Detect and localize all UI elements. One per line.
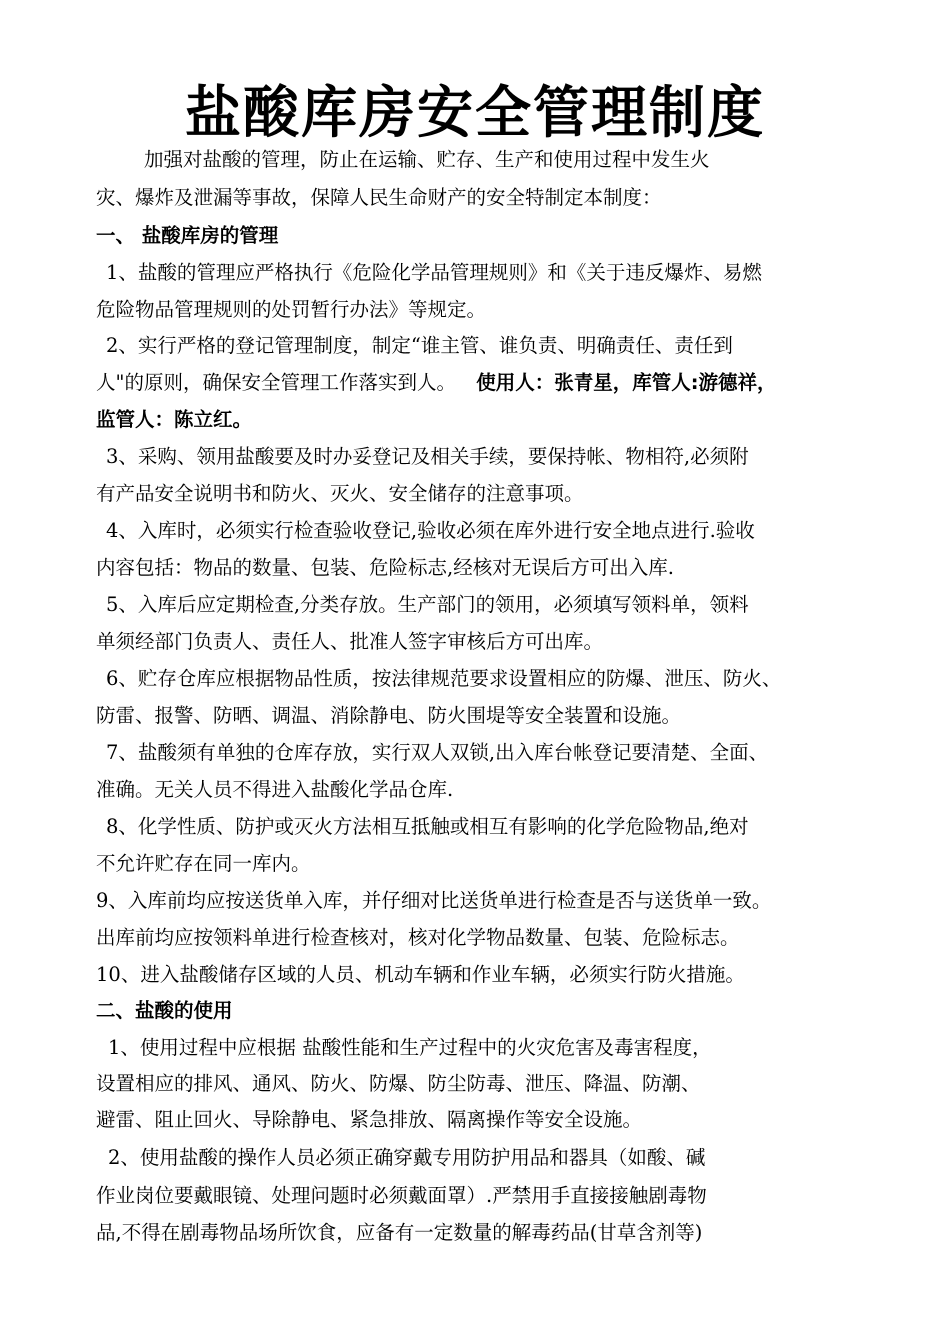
paragraph-line: 出库前均应按领料单进行检查核对，核对化学物品数量、包装、危险标志。 bbox=[96, 926, 740, 949]
paragraph-line: 1、使用过程中应根据 盐酸性能和生产过程中的火灾危害及毒害程度， bbox=[108, 1036, 712, 1059]
supervisor-name: 监管人：陈立红。 bbox=[96, 408, 253, 431]
intro-line: 灾、爆炸及泄漏等事故，保障人民生命财产的安全特制定本制度： bbox=[96, 186, 662, 209]
intro-line: 加强对盐酸的管理，防止在运输、贮存、生产和使用过程中发生火 bbox=[144, 148, 710, 171]
section-2-heading: 二、盐酸的使用 bbox=[96, 999, 233, 1022]
paragraph-line: 有产品安全说明书和防火、灭火、安全储存的注意事项。 bbox=[96, 482, 584, 505]
paragraph-line: 8、化学性质、防护或灭火方法相互抵触或相互有影响的化学危险物品,绝对 bbox=[106, 815, 749, 838]
paragraph-line: 1、盐酸的管理应严格执行《危险化学品管理规则》和《关于违反爆炸、易燃 bbox=[106, 261, 762, 284]
paragraph-line: 3、采购、领用盐酸要及时办妥登记及相关手续，要保持帐、物相符,必须附 bbox=[106, 445, 749, 468]
document-title: 盐酸库房安全管理制度 bbox=[185, 81, 765, 146]
paragraph-line: 2、使用盐酸的操作人员必须正确穿戴专用防护用品和器具（如酸、碱 bbox=[108, 1146, 706, 1169]
paragraph-line: 防雷、报警、防晒、调温、消除静电、防火围堤等安全装置和设施。 bbox=[96, 704, 682, 727]
paragraph-line: 作业岗位要戴眼镜、处理问题时必须戴面罩）.严禁用手直接接触剧毒物 bbox=[96, 1184, 707, 1207]
paragraph-line: 9、入库前均应按送货单入库，并仔细对比送货单进行检查是否与送货单一致。 bbox=[96, 889, 772, 912]
paragraph-line: 4、入库时，必须实行检查验收登记,验收必须在库外进行安全地点进行.验收 bbox=[106, 519, 755, 542]
paragraph-line: 10、进入盐酸储存区域的人员、机动车辆和作业车辆，必须实行防火措施。 bbox=[96, 963, 745, 986]
paragraph-line: 7、盐酸须有单独的仓库存放，实行双人双锁,出入库台帐登记要清楚、全面、 bbox=[106, 741, 769, 764]
paragraph-line bbox=[96, 368, 777, 398]
paragraph-line: 危险物品管理规则的处罚暂行办法》等规定。 bbox=[96, 298, 487, 321]
paragraph-line: 准确。无关人员不得进入盐酸化学品仓库. bbox=[96, 778, 454, 801]
paragraph-line: 6、贮存仓库应根据物品性质，按法律规范要求设置相应的防爆、泄压、防火、 bbox=[106, 667, 782, 690]
paragraph-line: 不允许贮存在同一库内。 bbox=[96, 852, 311, 875]
paragraph-text: 人"的原则，确保安全管理工作落实到人。 bbox=[96, 371, 456, 394]
paragraph-line: 单须经部门负责人、责任人、批准人签字审核后方可出库。 bbox=[96, 630, 604, 653]
responsible-persons: 使用人：张青星，库管人:游德祥， bbox=[476, 371, 777, 394]
paragraph-line: 2、实行严格的登记管理制度，制定“谁主管、谁负责、明确责任、责任到 bbox=[106, 334, 733, 357]
paragraph-line: 5、入库后应定期检查,分类存放。生产部门的领用，必须填写领料单，领料 bbox=[106, 593, 749, 616]
paragraph-line: 设置相应的排风、通风、防火、防爆、防尘防毒、泄压、降温、防潮、 bbox=[96, 1072, 701, 1095]
paragraph-line: 品,不得在剧毒物品场所饮食，应备有一定数量的解毒药品(甘草含剂等) bbox=[96, 1221, 703, 1244]
paragraph-line: 避雷、阻止回火、导除静电、紧急排放、隔离操作等安全设施。 bbox=[96, 1108, 643, 1131]
section-1-heading: 一、 盐酸库房的管理 bbox=[96, 224, 279, 247]
paragraph-line: 内容包括：物品的数量、包装、危险标志,经核对无误后方可出入库. bbox=[96, 556, 674, 579]
